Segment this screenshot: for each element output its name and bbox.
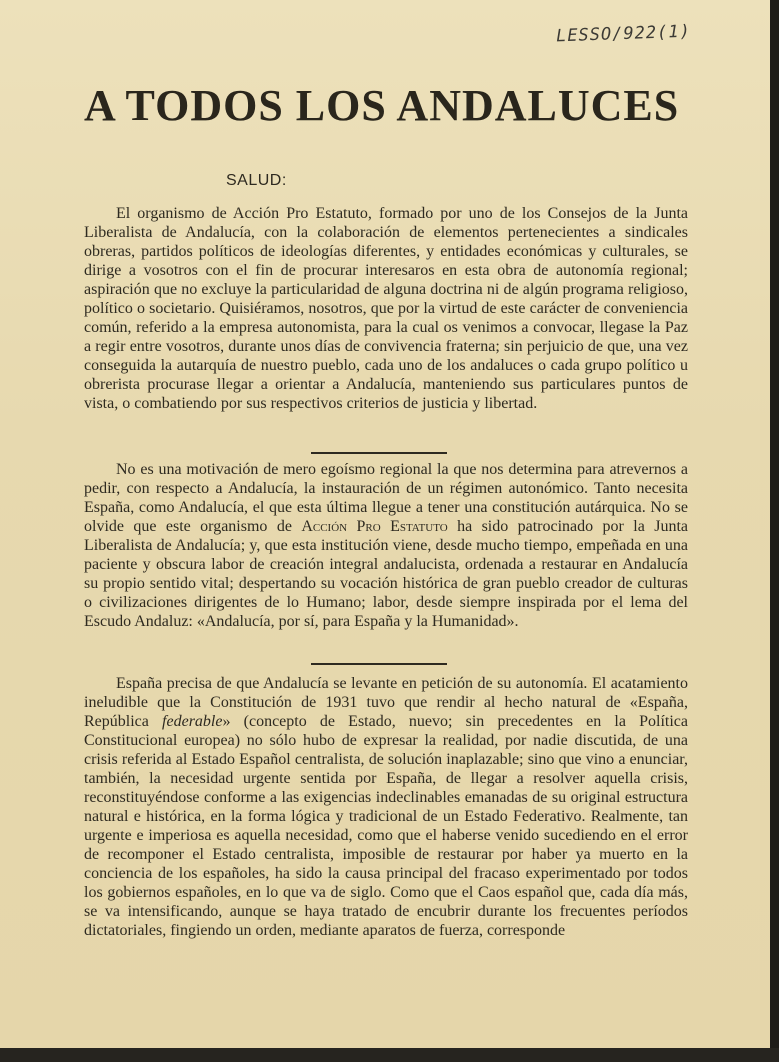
document-title: A TODOS LOS ANDALUCES	[84, 81, 680, 130]
salutation: SALUD:	[226, 172, 287, 189]
archive-reference: LESSO/922(1)	[555, 21, 692, 47]
paragraph-2-text-a: No es una motivación de mero egoísmo regional la que nos determina para atrevernos a pedir, con respecto a Andalucía, la instauración de un régimen autonómico. Tanto necesita España, como Andalucía, el que esta última llegue a tener una constitución autárquica. No se olvide que este organismo de	[84, 461, 688, 535]
scan-edge-right	[770, 0, 779, 1062]
scan-edge-bottom	[0, 1048, 779, 1062]
section-divider	[311, 452, 447, 454]
paragraph-2	[84, 460, 688, 631]
paragraph-1: El organismo de Acción Pro Estatuto, formado por uno de los Consejos de la Junta Liberalista de Andalucía, con la colaboración de elementos pertenecientes a sindicales obreras, partidos políticos de ideologías diferentes, y entidades económicas y culturales, se dirige a vosotros con el fin de procurar interesaros en esta obra de autonomía regional; aspiración que no excluye la particularidad de alguna doctrina ni de algún programa religioso, político o societario. Quisiéramos, nosotros, que por la virtud de este carácter de conveniencia común, referido a la empresa autonomista, para la cual os venimos a convocar, llegase la Paz a regir entre vosotros, durante unos días de convivencia fraterna; sin perjuicio de que, una vez conseguida la autarquía de nuestro pueblo, cada uno de los andaluces o cada grupo político u obrerista procurase llegar a orientar a Andalucía, manteniendo sus particulares puntos de vista, o combatiendo por sus respectivos criterios de justicia y libertad.	[84, 205, 688, 412]
paragraph-2-text-b: ha sido patrocinado por la Junta Liberalista de Andalucía; y, que esta institución viene, desde mucho tiempo, empeñada en una paciente y obscura labor de creación integral andalucista, ordenada a restaurar en Andalucía su propio sentido vital; despertando su vocación histórica de gran pueblo creador de culturas o civilizaciones dirigentes de lo Humano; labor, desde siempre inspirada por el lema del Escudo Andaluz: «Andalucía, por sí, para España y la Humanidad».	[84, 518, 689, 630]
paragraph-3	[84, 674, 688, 940]
paragraph-3-text-b: » (concepto de Estado, nuevo; sin precedentes en la Política Constitucional europea) no sólo hubo de expresar la realidad, por nadie discutida, de una crisis referida al Estado Español centralista, de solución inaplazable; sino que vino a enunciar, también, la necesidad urgente sentida por España, de llegar a resolver aquella crisis, reconstituyéndose conforme a las exigencias indeclinables emanadas de su original estructura natural e histórica, en la forma lógica y tradicional de un Estado Federativo. Realmente, tan urgente e imperiosa es aquella necesidad, como que el haberse venido sucediendo en el error de recomponer el Estado centralista, imposible de restaurar por haber ya muerto en la conciencia de los españoles, ha sido la causa principal del fracaso experimentado por todos los gobiernos españoles, en lo que va de siglo. Como que el Caos español que, cada día más, se va intensificando, aunque se haya tratado de encubrir durante los frecuentes períodos dictatoriales, fingiendo un orden, mediante aparatos de fuerza, corresponde	[84, 713, 688, 939]
organization-name: Acción Pro Estatuto	[301, 518, 448, 535]
emphasized-word: federable	[162, 713, 223, 730]
section-divider	[311, 663, 447, 665]
paragraph-3-text-a: España precisa de que Andalucía se levante en petición de su autonomía. El acatamiento ineludible que la Constitución de 1931 tuvo que rendir al hecho natural de «España, República	[84, 675, 688, 730]
